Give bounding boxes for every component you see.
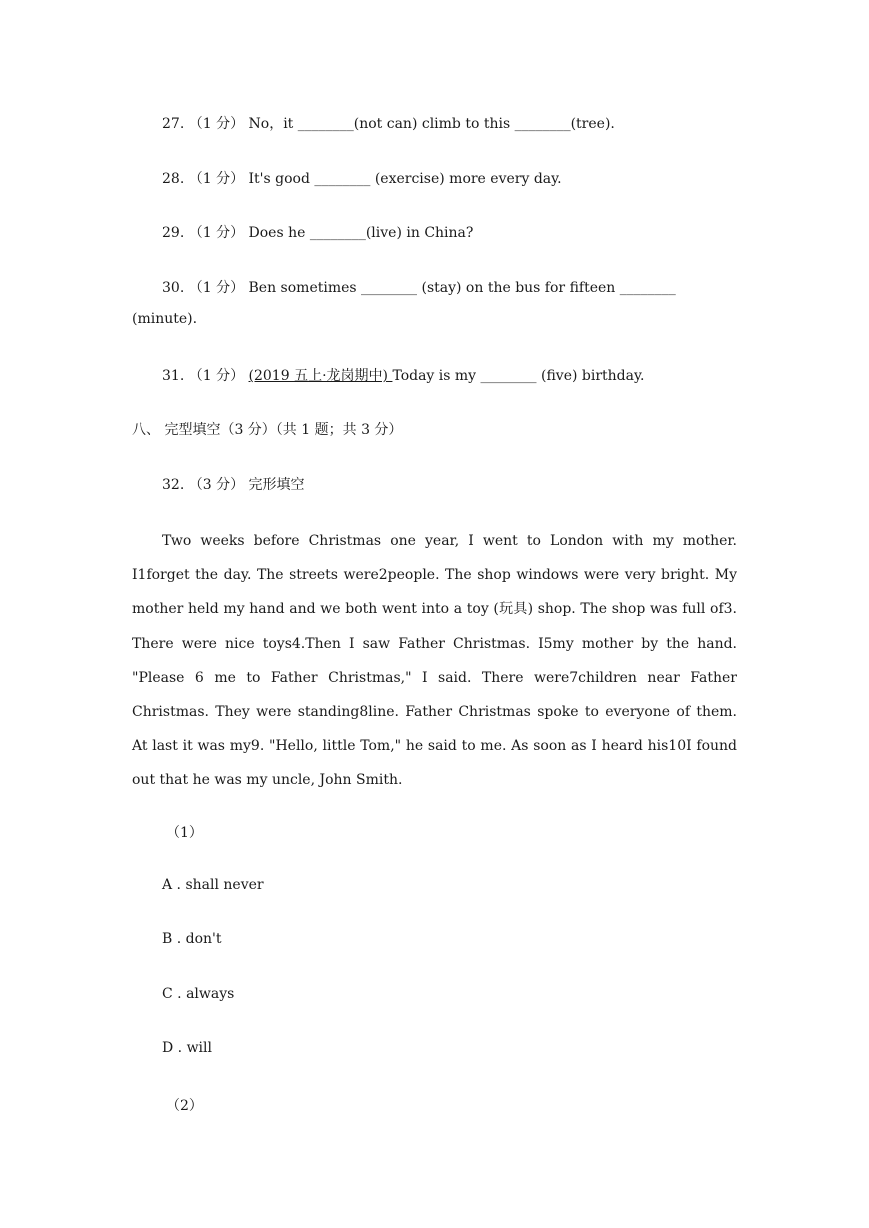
question-27: 27. （1 分） No，it ________(not can) climb to this ________(tree). [162,116,615,132]
question-30: 30. （1 分） Ben sometimes ________ (stay) on the bus for fifteen ________ [162,280,676,296]
question-31 [162,365,644,385]
section-heading: 八、 完型填空（3 分）（共 1 题；共 3 分） [132,422,403,438]
option-d[interactable]: D . will [162,1040,212,1056]
sub-question-1: （1） [166,825,203,841]
option-c[interactable]: C . always [162,986,235,1002]
question-30-continued: (minute). [132,311,198,327]
sub-question-2: （2） [166,1098,203,1114]
option-a[interactable]: A . shall never [162,877,264,893]
option-b[interactable]: B . don't [162,931,222,947]
question-31-prefix: 31. （1 分） [162,368,249,384]
question-28: 28. （1 分） It's good ________ (exercise) more every day. [162,171,562,187]
question-32-header: 32. （3 分） 完形填空 [162,477,305,493]
question-31-source-ref: (2019 五上·龙岗期中) [248,368,393,384]
question-31-text: Today is my ________ (five) birthday. [392,368,645,384]
question-29: 29. （1 分） Does he ________(live) in China? [162,225,474,241]
cloze-passage: Two weeks before Christmas one year, I went to London with my mother. I1forget the day. The streets were2people. The shop windows were very bright. My mother held my hand and we both went into a toy (玩具) shop. The shop was full of3. There were nice toys4.Then I saw Father Christmas. I5my mother by the hand. "Please 6 me to Father Christmas," I said. There were7children near Father Christmas. They were standing8line. Father Christmas spoke to everyone of them. At last it was my9. "Hello, little Tom," he said to me. As soon as I heard his10I found out that he was my uncle, John Smith. [132,533,737,789]
